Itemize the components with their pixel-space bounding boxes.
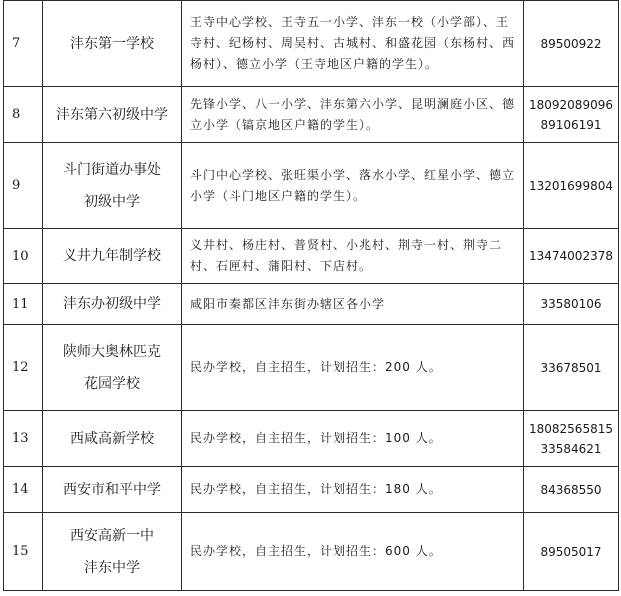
enrollment-area: 王寺中心学校、王寺五一小学、沣东一校（小学部）、王寺村、纪杨村、周吴村、古城村、和盛花园（东杨村、西杨村）、德立小学（王寺地区户籍的学生）。 (182, 1, 524, 87)
phone-line: 18092089096 (529, 97, 613, 112)
school-name (43, 229, 182, 284)
phone-line: 84368550 (540, 482, 602, 497)
phone-line: 89106191 (540, 117, 602, 132)
school-district-table (3, 0, 619, 591)
school-name-line: 西安市和平中学 (63, 481, 161, 498)
enrollment-area: 斗门中心学校、张旺渠小学、落水小学、红星小学、德立小学（斗门地区户籍的学生）。 (182, 143, 524, 229)
school-name (43, 143, 182, 229)
school-name (43, 467, 182, 513)
school-name-line: 初级中学 (84, 193, 140, 210)
row-number: 9 (4, 143, 43, 229)
school-name-line: 西安高新一中 (70, 527, 154, 544)
phone-line: 33580106 (540, 297, 602, 311)
phone-number (524, 87, 619, 143)
phone-line: 13201699804 (529, 178, 613, 193)
phone-number (524, 284, 619, 325)
phone-line: 18082565815 (529, 421, 613, 436)
enrollment-area: 先锋小学、八一小学、沣东第六小学、昆明澜庭小区、德立小学（镐京地区户籍的学生）。 (182, 87, 524, 143)
row-number: 7 (4, 1, 43, 87)
table-row (4, 87, 619, 143)
school-name (43, 513, 182, 591)
phone-number (524, 1, 619, 87)
row-number: 14 (4, 467, 43, 513)
school-name (43, 325, 182, 411)
phone-line: 13474002378 (529, 249, 613, 263)
table-row (4, 325, 619, 411)
table-row (4, 513, 619, 591)
row-number: 13 (4, 411, 43, 467)
school-name-line: 沣东第一学校 (70, 35, 154, 52)
school-name (43, 87, 182, 143)
phone-line: 33678501 (540, 360, 602, 375)
school-name-line: 西咸高新学校 (70, 430, 154, 447)
school-name (43, 411, 182, 467)
school-name-line: 沣东中学 (84, 559, 140, 576)
school-name (43, 1, 182, 87)
row-number: 10 (4, 229, 43, 284)
enrollment-area: 咸阳市秦都区沣东街办辖区各小学 (182, 284, 524, 325)
phone-line: 89500922 (540, 36, 602, 51)
table-row (4, 411, 619, 467)
phone-number (524, 229, 619, 284)
school-name-line: 沣东办初级中学 (63, 296, 161, 312)
school-name-line: 陕师大奥林匹克 (63, 343, 161, 360)
table-row (4, 467, 619, 513)
table-row (4, 143, 619, 229)
table-row (4, 284, 619, 325)
phone-line: 89505017 (540, 544, 602, 559)
school-name-line: 沣东第六初级中学 (56, 106, 168, 123)
phone-number (524, 411, 619, 467)
school-name-line: 花园学校 (84, 375, 140, 392)
enrollment-area: 民办学校，自主招生，计划招生：100 人。 (182, 411, 524, 467)
row-number: 11 (4, 284, 43, 325)
row-number: 15 (4, 513, 43, 591)
row-number: 12 (4, 325, 43, 411)
school-name-line: 斗门街道办事处 (63, 161, 161, 178)
enrollment-area: 民办学校，自主招生，计划招生：600 人。 (182, 513, 524, 591)
enrollment-area: 义井村、杨庄村、普贤村、小兆村、荆寺一村、荆寺二村、石匣村、蒲阳村、下店村。 (182, 229, 524, 284)
phone-line: 33584621 (540, 441, 602, 456)
table-row (4, 229, 619, 284)
phone-number (524, 143, 619, 229)
school-name (43, 284, 182, 325)
table-row (4, 1, 619, 87)
enrollment-area: 民办学校，自主招生，计划招生：200 人。 (182, 325, 524, 411)
phone-number (524, 513, 619, 591)
phone-number (524, 325, 619, 411)
school-name-line: 义井九年制学校 (63, 248, 161, 264)
phone-number (524, 467, 619, 513)
enrollment-area: 民办学校，自主招生，计划招生：180 人。 (182, 467, 524, 513)
row-number: 8 (4, 87, 43, 143)
